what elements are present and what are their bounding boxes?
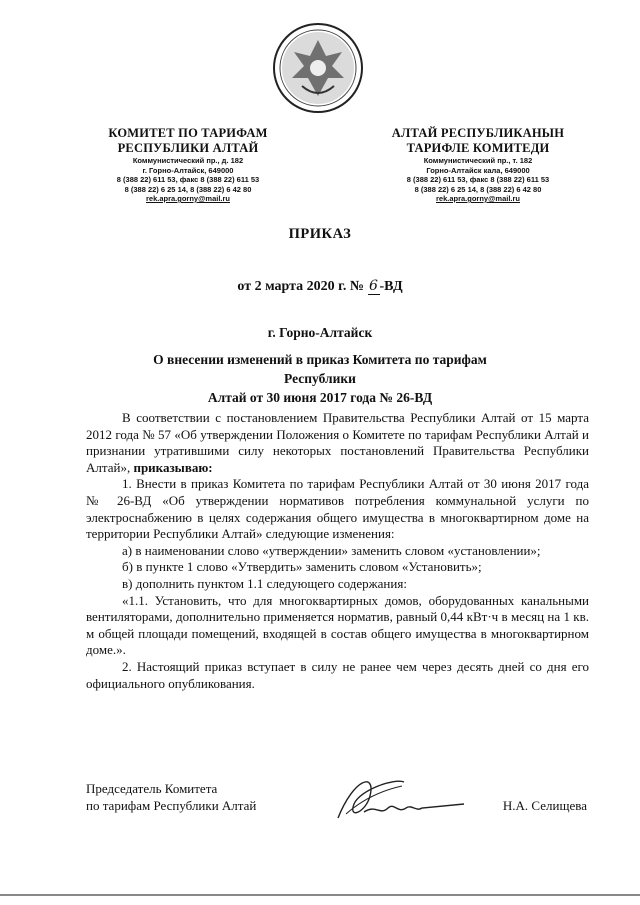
phone-line: 8 (388 22) 611 53, факс 8 (388 22) 611 53: [406, 175, 550, 184]
signature-block: [86, 780, 589, 840]
page-bottom-edge: [0, 894, 640, 896]
address-city: г. Горно-Алтайск, 649000: [142, 165, 234, 175]
item-1a: а) в наименовании слово «утверждении» заменить словом «установлении»;: [122, 542, 541, 558]
handwritten-signature: [324, 768, 474, 838]
phone-line-2: 8 (388 22) 6 25 14, 8 (388 22) 6 42 80: [124, 184, 252, 194]
committee-name-alt-line1: АЛТАЙ РЕСПУБЛИКАНЫН: [391, 126, 565, 140]
header-right-block: [368, 126, 588, 204]
order-suffix: -ВД: [379, 279, 403, 294]
committee-name-alt-line2: ТАРИФЛЕ КОМИТЕДИ: [406, 141, 550, 155]
email-link[interactable]: rek.apra.gorny@mail.ru: [145, 194, 230, 203]
signer-position: [86, 780, 256, 814]
city-line: г. Горно-Алтайск: [267, 325, 373, 340]
document-body: [86, 410, 589, 692]
item-1c-quote: «1.1. Установить, что для многоквартирных домов, оборудованных канальными вентиляторами, дополнительно применяется норматив, равный 0,44 кВт·ч в месяц на 1 кв. м общей площади помещений, входящей в состав общего имущества в многоквартирном доме.».: [86, 592, 589, 658]
committee-name-ru-line1: КОМИТЕТ ПО ТАРИФАМ: [108, 126, 268, 140]
order-date: от 2 марта 2020 г. №: [237, 279, 365, 294]
subject-line-2: Алтай от 30 июня 2017 года № 26-ВД: [207, 390, 433, 405]
intro-text: В соответствии с постановлением Правительства Республики Алтай от 15 марта 2012 года № 57 «Об утверждении Положения о Комитете по тарифам Республики Алтай и признании утратившими силу некоторых постановлений Правительства Республики Алтай»,: [86, 410, 589, 475]
item-1c: в) дополнить пунктом 1.1 следующего содержания:: [122, 575, 407, 591]
republic-emblem: [272, 22, 364, 114]
document-title: ПРИКАЗ: [288, 226, 352, 242]
committee-name-ru-line2: РЕСПУБЛИКИ АЛТАЙ: [117, 141, 259, 155]
phone-line-2: 8 (388 22) 6 25 14, 8 (388 22) 6 42 80: [414, 184, 542, 194]
position-line-2: по тарифам Республики Алтай: [86, 798, 257, 813]
header-left-block: [78, 126, 298, 204]
address-line: Коммунистический пр., д. 182: [132, 156, 244, 165]
email-link[interactable]: rek.apra.gorny@mail.ru: [435, 194, 520, 203]
intro-paragraph: [86, 410, 589, 476]
intro-order-word: приказываю:: [133, 459, 213, 475]
order-number: 6: [369, 278, 378, 294]
order-date-line: [0, 278, 640, 295]
address-city: Горно-Алтайск кала, 649000: [426, 165, 530, 175]
position-line-1: Председатель Комитета: [86, 781, 218, 796]
item-1: 1. Внести в приказ Комитета по тарифам Республики Алтай от 30 июня 2017 года № 26-ВД «Об утверждении нормативов потребления коммунальной услуги по электроснабжению в целях содержания общего имущества в многоквартирном доме на территории Республики Алтай» следующие изменения:: [86, 476, 589, 542]
item-2: 2. Настоящий приказ вступает в силу не ранее чем через десять дней со дня его официального опубликования.: [86, 658, 589, 691]
subject-line-1: О внесении изменений в приказ Комитета по тарифам Республики: [153, 352, 487, 386]
signer-name: Н.А. Селищева: [502, 798, 587, 813]
address-line: Коммунистический пр., т. 182: [423, 156, 533, 165]
phone-line: 8 (388 22) 611 53, факс 8 (388 22) 611 53: [116, 175, 260, 184]
order-subject: [120, 350, 520, 407]
item-1b: б) в пункте 1 слово «Утвердить» заменить словом «Установить»;: [122, 559, 482, 575]
